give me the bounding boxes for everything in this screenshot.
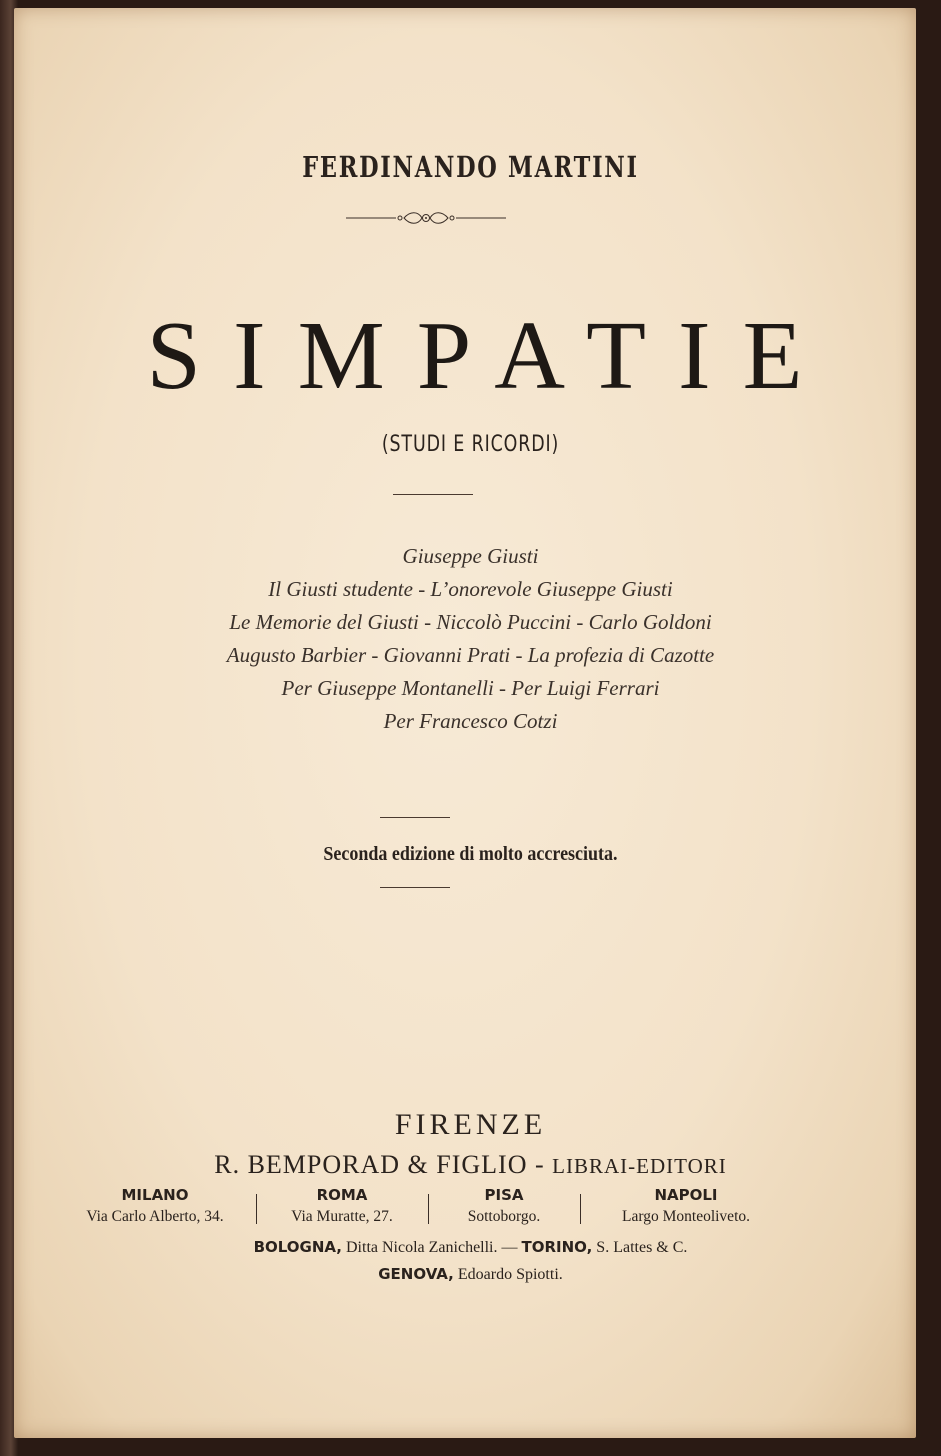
book-title: SIMPATIE bbox=[146, 302, 835, 410]
branch-napoli bbox=[586, 1186, 786, 1226]
publisher-line bbox=[0, 1150, 941, 1180]
contents-line: Per Francesco Cotzi bbox=[383, 709, 558, 733]
imprint-bologna-torino bbox=[0, 1238, 941, 1257]
edition-note: Seconda edizione di molto accresciuta. bbox=[323, 843, 618, 865]
branch-offices bbox=[60, 1186, 800, 1232]
divider-rule bbox=[393, 494, 473, 495]
bologna-city: BOLOGNA, bbox=[253, 1238, 342, 1256]
contents-line: Il Giusti studente - L’onorevole Giuseppe Giusti bbox=[268, 577, 673, 601]
contents-line: Giuseppe Giusti bbox=[402, 544, 539, 568]
book-subtitle: (STUDI E RICORDI) bbox=[381, 432, 560, 457]
branch-city: PISA bbox=[484, 1186, 524, 1204]
divider-rule bbox=[380, 887, 450, 888]
branch-city: MILANO bbox=[121, 1186, 189, 1204]
branch-separator bbox=[428, 1194, 429, 1224]
imprint-genova bbox=[0, 1265, 941, 1284]
genova-city: GENOVA, bbox=[378, 1265, 454, 1283]
genova-text: Edoardo Spiotti. bbox=[453, 1266, 563, 1283]
branch-separator bbox=[256, 1194, 257, 1224]
branch-city: ROMA bbox=[316, 1186, 368, 1204]
publisher-name: R. BEMPORAD & FIGLIO - bbox=[214, 1150, 553, 1179]
branch-separator bbox=[580, 1194, 581, 1224]
contents-list bbox=[0, 540, 941, 738]
branch-address: Via Carlo Alberto, 34. bbox=[86, 1208, 224, 1225]
contents-line: Augusto Barbier - Giovanni Prati - La profezia di Cazotte bbox=[226, 643, 715, 667]
torino-city: TORINO, bbox=[521, 1238, 593, 1256]
publication-city: FIRENZE bbox=[394, 1108, 547, 1141]
branch-address: Via Muratte, 27. bbox=[291, 1208, 393, 1225]
branch-milano bbox=[60, 1186, 250, 1226]
branch-pisa bbox=[434, 1186, 574, 1226]
publisher-role: LIBRAI-EDITORI bbox=[552, 1154, 727, 1178]
branch-address: Sottoborgo. bbox=[467, 1208, 541, 1225]
branch-address: Largo Monteoliveto. bbox=[622, 1208, 750, 1225]
author-name: FERDINANDO MARTINI bbox=[302, 150, 639, 184]
branch-roma bbox=[262, 1186, 422, 1226]
bologna-text: Ditta Nicola Zanichelli. — bbox=[342, 1239, 522, 1256]
contents-line: Le Memorie del Giusti - Niccolò Puccini - Carlo Goldoni bbox=[229, 610, 712, 634]
branch-city: NAPOLI bbox=[654, 1186, 718, 1204]
ornament-divider-icon bbox=[346, 208, 506, 228]
contents-line: Per Giuseppe Montanelli - Per Luigi Ferrari bbox=[281, 676, 660, 700]
divider-rule bbox=[380, 817, 450, 818]
torino-text: S. Lattes & C. bbox=[592, 1239, 688, 1256]
